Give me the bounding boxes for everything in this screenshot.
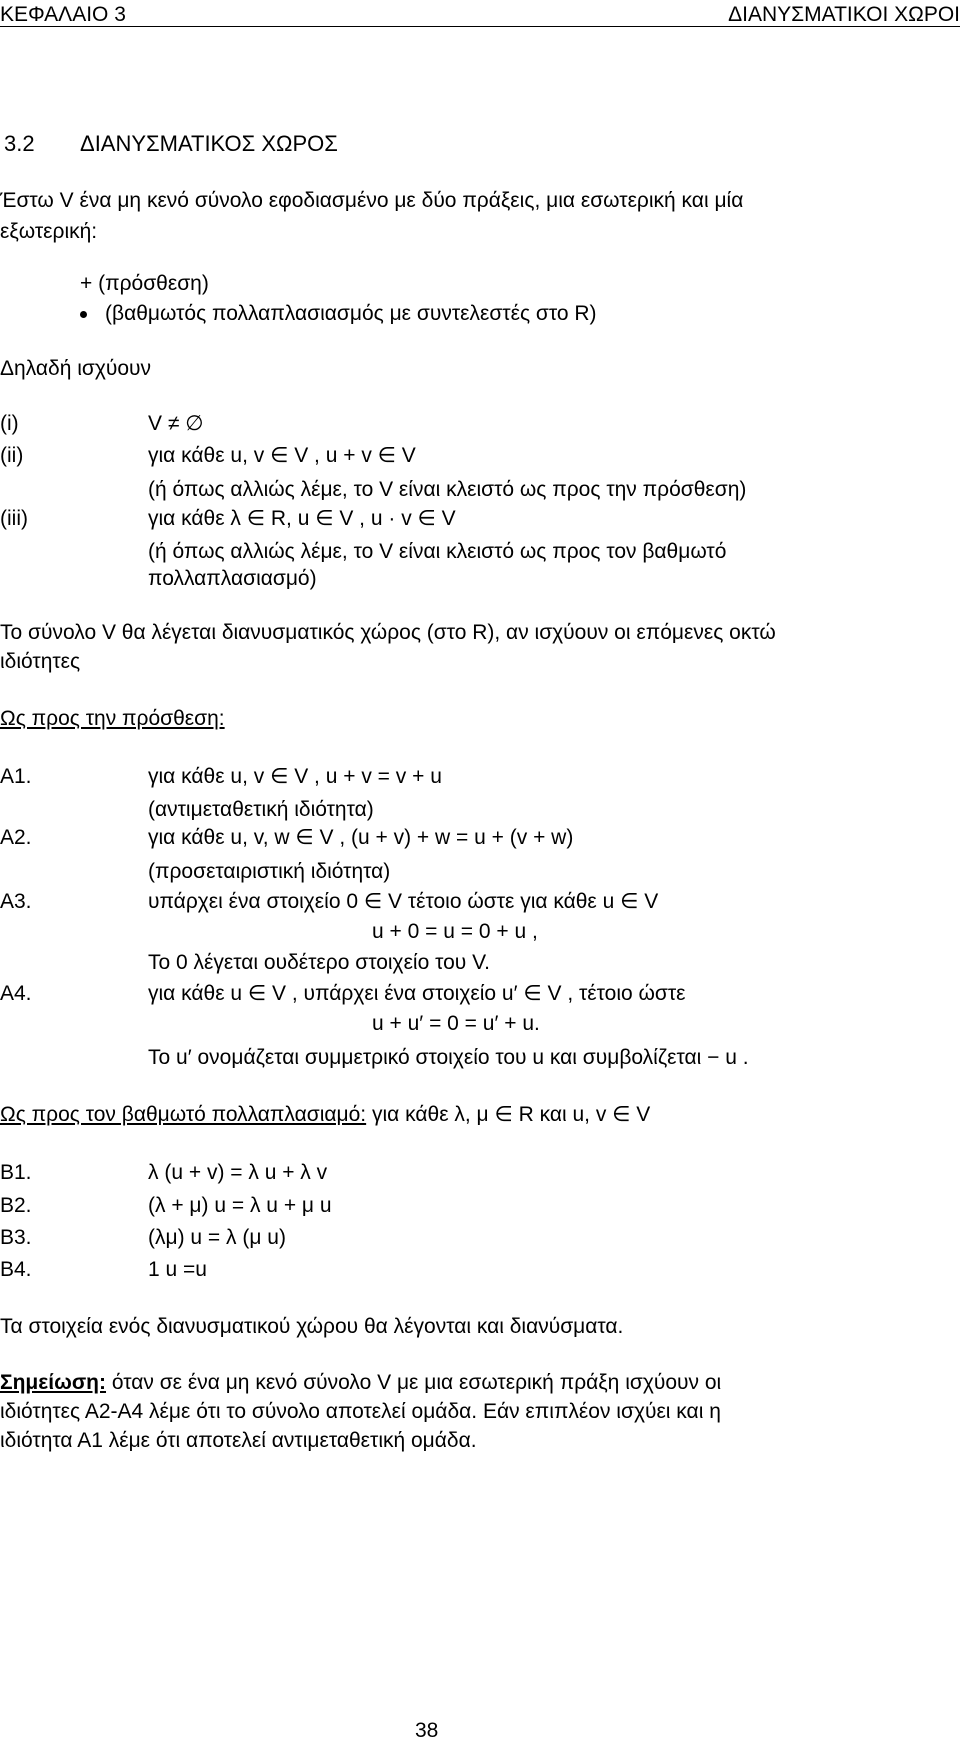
property-text: u + 0 = u = 0 + u , bbox=[372, 920, 538, 943]
chapter-header: ΚΕΦΑΛΑΙΟ 3 bbox=[0, 3, 126, 26]
definition-line-1: Το σύνολο V θα λέγεται διανυσματικός χώρος (στο R), αν ισχύουν οι επόμενες οκτώ bbox=[0, 621, 776, 644]
property-text: (λ + μ) u = λ u + μ u bbox=[148, 1194, 332, 1217]
header-rule bbox=[0, 26, 960, 27]
property-text: για κάθε u ∈ V , υπάρχει ένα στοιχείο u′ ∈ V , τέτοιο ώστε bbox=[148, 982, 686, 1005]
property-text: για κάθε u, v, w ∈ V , (u + v) + w = u + (v + w) bbox=[148, 826, 574, 849]
property-label: Β4. bbox=[0, 1258, 32, 1281]
property-text: (προσεταιριστική ιδιότητα) bbox=[148, 860, 391, 883]
property-text: για κάθε u, v ∈ V , u + v = v + u bbox=[148, 765, 442, 788]
property-label: Β2. bbox=[0, 1194, 32, 1217]
intro-line-1: Έστω V ένα μη κενό σύνολο εφοδιασμένο με δύο πράξεις, μια εσωτερική και μία bbox=[0, 189, 744, 212]
property-text: Το 0 λέγεται ουδέτερο στοιχείο του V. bbox=[148, 951, 491, 974]
condition-text: V ≠ ∅ bbox=[148, 412, 204, 435]
section-number: 3.2 bbox=[4, 131, 35, 156]
scalar-heading-rest: για κάθε λ, μ ∈ R και u, v ∈ V bbox=[371, 1103, 651, 1126]
property-text: Το u′ ονομάζεται συμμετρικό στοιχείο του u και συμβολίζεται − u . bbox=[148, 1046, 749, 1069]
operation-scalar bbox=[80, 301, 597, 326]
property-label: Α3. bbox=[0, 890, 32, 913]
condition-label: (iii) bbox=[0, 507, 28, 530]
property-text: λ (u + v) = λ u + λ v bbox=[148, 1161, 328, 1184]
definition-line-2: ιδιότητες bbox=[0, 650, 81, 673]
scalar-heading-line bbox=[0, 1102, 650, 1127]
property-label: Β3. bbox=[0, 1226, 32, 1249]
remark-line-3: ιδιότητα Α1 λέμε ότι αποτελεί αντιμεταθετική ομάδα. bbox=[0, 1429, 477, 1452]
property-text: u + u′ = 0 = u′ + u. bbox=[372, 1012, 540, 1035]
operation-addition: + (πρόσθεση) bbox=[80, 272, 209, 295]
vectors-note: Τα στοιχεία ενός διανυσματικού χώρου θα λέγονται και διανύσματα. bbox=[0, 1315, 624, 1338]
property-label: Α1. bbox=[0, 765, 32, 788]
property-label: Β1. bbox=[0, 1161, 32, 1184]
scalar-heading: Ως προς τον βαθμωτό πολλαπλασιαμό: bbox=[0, 1103, 367, 1126]
intro-line-2: εξωτερική: bbox=[0, 220, 98, 243]
property-label: Α4. bbox=[0, 982, 32, 1005]
condition-text: (ή όπως αλλιώς λέμε, το V είναι κλειστό ως προς την πρόσθεση) bbox=[148, 478, 747, 501]
bullet-icon bbox=[80, 311, 87, 318]
property-text: (αντιμεταθετική ιδιότητα) bbox=[148, 798, 374, 821]
condition-text: για κάθε λ ∈ R, u ∈ V , u · v ∈ V bbox=[148, 507, 456, 530]
addition-heading: Ως προς την πρόσθεση: bbox=[0, 707, 225, 730]
condition-text: για κάθε u, v ∈ V , u + v ∈ V bbox=[148, 444, 416, 467]
condition-text: πολλαπλασιασμό) bbox=[148, 567, 317, 590]
condition-label: (i) bbox=[0, 412, 19, 435]
remark-line-1 bbox=[0, 1370, 721, 1395]
section-title: ΔΙΑΝΥΣΜΑΤΙΚΟΣ ΧΩΡΟΣ bbox=[80, 131, 338, 156]
remark-text-1: όταν σε ένα μη κενό σύνολο V με μια εσωτερική πράξη ισχύουν οι bbox=[111, 1371, 722, 1394]
condition-text: (ή όπως αλλιώς λέμε, το V είναι κλειστό ως προς τον βαθμωτό bbox=[148, 540, 727, 563]
hold-intro: Δηλαδή ισχύουν bbox=[0, 357, 152, 380]
remark-line-2: ιδιότητες Α2-Α4 λέμε ότι το σύνολο αποτελεί ομάδα. Εάν επιπλέον ισχύει και η bbox=[0, 1400, 721, 1423]
property-text: (λμ) u = λ (μ u) bbox=[148, 1226, 286, 1249]
condition-label: (ii) bbox=[0, 444, 24, 467]
property-text: υπάρχει ένα στοιχείο 0 ∈ V τέτοιο ώστε για κάθε u ∈ V bbox=[148, 890, 659, 913]
topic-header: ΔΙΑΝΥΣΜΑΤΙΚΟΙ ΧΩΡΟΙ bbox=[728, 3, 960, 26]
page-number: 38 bbox=[415, 1719, 439, 1742]
remark-label: Σημείωση: bbox=[0, 1371, 107, 1394]
property-text: 1 u =u bbox=[148, 1258, 207, 1281]
property-label: Α2. bbox=[0, 826, 32, 849]
operation-scalar-text: (βαθμωτός πολλαπλασιασμός με συντελεστές στο R) bbox=[105, 302, 597, 325]
